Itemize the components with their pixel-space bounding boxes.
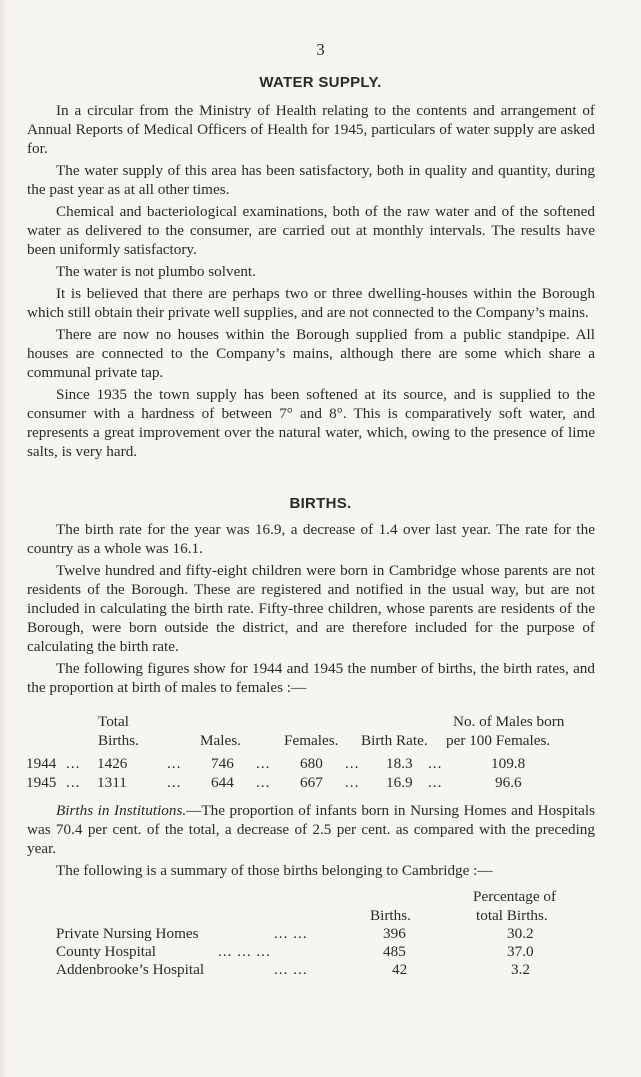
summary-intro: The following is a summary of those births belonging to Cambridge :—: [56, 862, 493, 879]
table-header-total: Total: [98, 713, 129, 730]
leader-dots: ... ...: [274, 925, 308, 942]
page-number: 3: [316, 40, 325, 59]
summary-header-births: Births.: [370, 907, 411, 924]
water-paragraph: There are now no houses within the Borough supplied from a public standpipe. All houses are connected to the Company’s mains, although there are some which share a communal private tap.: [27, 326, 595, 381]
leader-dots: ...: [345, 774, 360, 791]
summary-row-name: Addenbrooke’s Hospital: [56, 961, 205, 978]
leader-dots: ...: [167, 755, 182, 772]
leader-dots: ...: [428, 774, 443, 791]
water-paragraph: It is believed that there are perhaps two or three dwelling-houses within the Borough which still obtain their private well supplies, and are not connected to the Company’s mains.: [27, 285, 595, 321]
row-year: 1945: [26, 774, 57, 791]
summary-header-percentage: Percentage of: [473, 888, 557, 905]
water-supply-heading: WATER SUPPLY.: [259, 74, 382, 91]
institutions-lead: Births in Institutions.: [56, 802, 187, 819]
table-header-females: Females.: [284, 732, 339, 749]
leader-dots: ...: [167, 774, 182, 791]
table-header-per-100-females: per 100 Females.: [446, 732, 551, 749]
table-header-births: Births.: [98, 732, 139, 749]
row-males: 746: [211, 755, 234, 772]
summary-row-percentage: 3.2: [511, 961, 530, 978]
births-paragraph: Twelve hundred and fifty-eight children were born in Cambridge whose parents are not residents of the Borough. These are registered and notified in the usual way, but are not included in calculating the birth rate. Fifty-three children, whose parents are residents of the Borough, were born outside the district, and are therefore included for the purpose of calculating the birth rate.: [27, 562, 595, 655]
births-heading: BIRTHS.: [289, 495, 352, 512]
table-header-males: Males.: [200, 732, 241, 749]
water-paragraph: Since 1935 the town supply has been softened at its source, and is supplied to the consumer with a hardness of between 7° and 8°. This is comparatively soft water, and represents a great improvement over the natural water, which, owing to the presence of lime salts, is very hard.: [27, 386, 595, 460]
summary-row-births: 42: [392, 961, 408, 978]
births-paragraph: The birth rate for the year was 16.9, a decrease of 1.4 over last year. The rate for the country as a whole was 16.1.: [27, 521, 595, 557]
row-birth-rate: 16.9: [386, 774, 413, 791]
summary-header-total-births: total Births.: [476, 907, 548, 924]
summary-row-percentage: 37.0: [507, 943, 534, 960]
institutions-paragraph: [27, 801, 595, 858]
row-females: 680: [300, 755, 323, 772]
table-header-males-born: No. of Males born: [453, 713, 565, 730]
row-male-ratio: 96.6: [495, 774, 522, 791]
row-females: 667: [300, 774, 323, 791]
row-birth-rate: 18.3: [386, 755, 413, 772]
births-table: [0, 712, 641, 792]
summary-row-name: County Hospital: [56, 943, 156, 960]
leader-dots: ... ...: [274, 961, 308, 978]
institutions-text: —The proportion of infants born in Nursing Homes and Hospitals was 70.4 per cent. of the total, a decrease of 2.5 per cent. as compared with the preceding year.: [27, 802, 595, 857]
water-paragraph: Chemical and bacteriological examinations, both of the raw water and of the softened water as delivered to the consumer, are carried out at monthly intervals. The results have been uniformly satisfactory.: [27, 203, 595, 258]
leader-dots: ...: [256, 755, 271, 772]
water-paragraph: The water is not plumbo solvent.: [56, 263, 256, 280]
leader-dots: ...: [66, 755, 81, 772]
row-male-ratio: 109.8: [491, 755, 526, 772]
leader-dots: ...: [345, 755, 360, 772]
summary-row-percentage: 30.2: [507, 925, 534, 942]
row-total: 1311: [97, 774, 127, 791]
table-header-birth-rate: Birth Rate.: [361, 732, 428, 749]
summary-row-name: Private Nursing Homes: [56, 925, 199, 942]
births-paragraph: The following figures show for 1944 and 1945 the number of births, the birth rates, and the proportion at birth of males to females :—: [27, 660, 595, 696]
leader-dots: ...: [66, 774, 81, 791]
summary-intro-section: [27, 861, 595, 880]
water-supply-section: [27, 101, 595, 461]
leader-dots: ...: [256, 774, 271, 791]
leader-dots: ...: [428, 755, 443, 772]
summary-row-births: 485: [383, 943, 406, 960]
summary-row-births: 396: [383, 925, 406, 942]
row-year: 1944: [26, 755, 57, 772]
row-total: 1426: [97, 755, 128, 772]
water-paragraph: In a circular from the Ministry of Health relating to the contents and arrangement of Annual Reports of Medical Officers of Health for 1945, particulars of water supply are asked for.: [27, 102, 595, 157]
leader-dots: ... ... ...: [218, 943, 271, 960]
institutions-section: [27, 801, 595, 858]
births-section: [27, 520, 595, 697]
summary-table: [0, 887, 641, 987]
row-males: 644: [211, 774, 234, 791]
water-paragraph: The water supply of this area has been satisfactory, both in quality and quantity, during the past year as at all other times.: [27, 162, 595, 198]
